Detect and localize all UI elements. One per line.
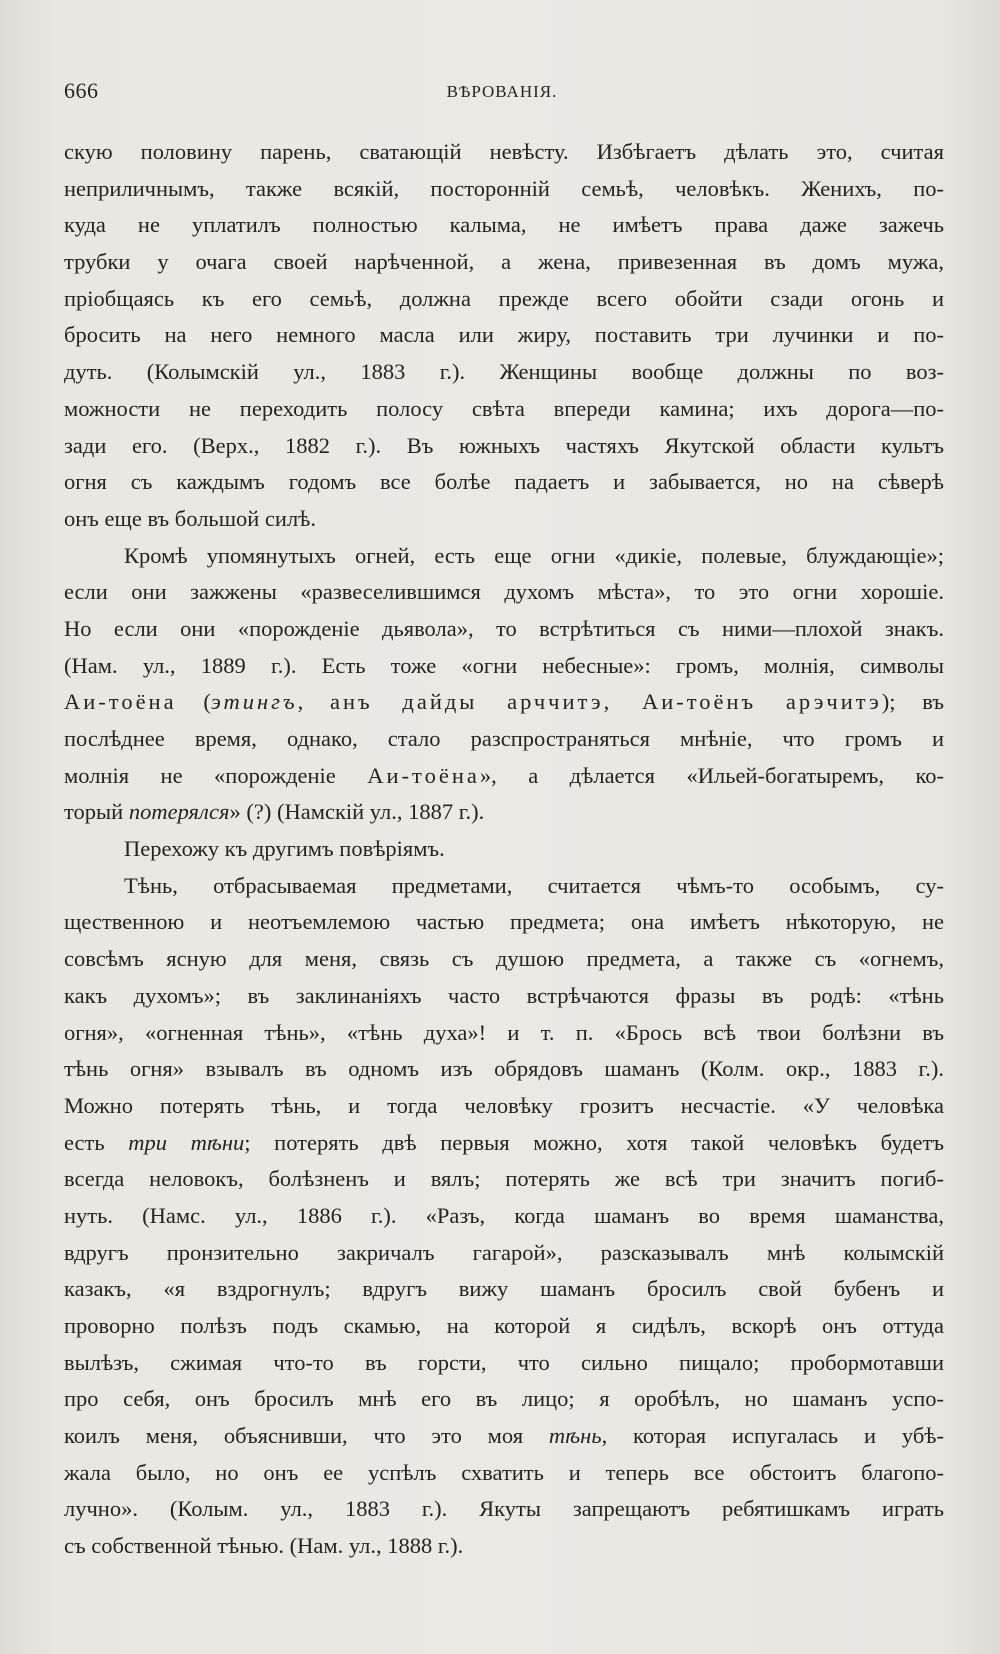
text-line: молнія не «порожденіе Аи-тоёна», а дѣлается «Ильей-богатыремъ, ко-: [64, 762, 944, 788]
text-line: скую половину парень, сватающій невѣсту. Избѣгаетъ дѣлать это, считая: [64, 139, 944, 164]
text-line: жала было, но онъ ее успѣлъ схватить и теперь все обстоитъ благопо-: [64, 1459, 944, 1485]
text-line: огня», «огненная тѣнь», «тѣнь духа»! и т. п. «Брось всѣ твои болѣзни въ: [64, 1019, 944, 1045]
running-head: ВѢРОВАНІЯ.: [446, 82, 558, 101]
text-line: щественною и неотъемлемою частью предмета; она имѣетъ нѣкоторую, не: [64, 909, 944, 935]
text-line: про себя, онъ бросилъ мнѣ его въ лицо; я оробѣлъ, но шаманъ успо-: [64, 1386, 944, 1412]
text-line: казакъ, «я вздрогнулъ; вдругъ вижу шаманъ бросилъ свой бубенъ и: [64, 1276, 944, 1302]
text-line: зади его. (Верх., 1882 г.). Въ южныхъ частяхъ Якутской области культъ: [64, 432, 944, 458]
text-line: коилъ меня, объяснивши, что это моя тѣнь, которая испугалась и убѣ-: [64, 1423, 944, 1449]
body-text: [64, 134, 944, 1565]
text-line: бросить на него немного масла или жиру, поставить три лучинки и по-: [64, 322, 944, 348]
text-line: есть три тѣни; потерять двѣ первыя можно, хотя такой человѣкъ будетъ: [64, 1129, 944, 1155]
text-line: тѣнь огня» взывалъ въ одномъ изъ обрядовъ шаманъ (Колм. окр., 1883 г.).: [64, 1056, 944, 1082]
text-line: какъ духомъ»; въ заклинаніяхъ часто встрѣчаются фразы въ родѣ: «тѣнь: [64, 982, 944, 1008]
text-line: Тѣнь, отбрасываемая предметами, считается чѣмъ-то особымъ, су-: [124, 872, 944, 898]
text-line: если они зажжены «развеселившимся духомъ мѣста», то это огни хорошіе.: [64, 579, 944, 605]
page-header: [64, 78, 940, 108]
text-line: огня съ каждымъ годомъ все болѣе падаетъ и забывается, но на сѣверѣ: [64, 469, 944, 495]
text-line: (Нам. ул., 1889 г.). Есть тоже «огни небесные»: громъ, молнія, символы: [64, 652, 944, 678]
text-line: совсѣмъ ясную для меня, связь съ душою предмета, а также съ «огнемъ,: [64, 946, 944, 972]
text-line: пріобщаясь къ его семьѣ, должна прежде всего обойти сзади огонь и: [64, 285, 944, 311]
text-line: дуть. (Колымскій ул., 1883 г.). Женщины вообще должны по воз-: [64, 359, 944, 385]
text-line: трубки у очага своей нарѣченной, а жена, привезенная въ домъ мужа,: [64, 249, 944, 275]
text-line: вдругъ пронзительно закричалъ гагарой», разсказывалъ мнѣ колымскій: [64, 1239, 944, 1265]
text-line: съ собственной тѣнью. (Нам. ул., 1888 г.).: [64, 1533, 464, 1559]
page-number: 666: [64, 78, 99, 103]
text-line: послѣднее время, однако, стало разспространяться мнѣніе, что громъ и: [64, 726, 944, 751]
text-line: неприличнымъ, также всякій, посторонній семьѣ, человѣкъ. Женихъ, по-: [64, 175, 944, 201]
text-line: куда не уплатилъ полностью калыма, не имѣетъ права даже зажечь: [64, 212, 944, 238]
text-line: онъ еще въ большой силѣ.: [64, 505, 317, 531]
text-line: проворно полѣзъ подъ скамью, на которой я сидѣлъ, вскорѣ онъ оттуда: [64, 1313, 944, 1338]
text-line: вылѣзъ, сжимая что-то въ горсти, что сильно пищало; пробормотавши: [64, 1349, 944, 1375]
text-line: Кромѣ упомянутыхъ огней, есть еще огни «дикіе, полевые, блуждающіе»;: [124, 542, 944, 568]
text-line: можности не переходить полосу свѣта впереди камина; ихъ дорога—по-: [64, 395, 944, 421]
text-line: всегда неловокъ, болѣзненъ и вялъ; потерять же всѣ три значитъ погиб-: [64, 1166, 944, 1192]
text-line: Перехожу къ другимъ повѣріямъ.: [124, 836, 445, 862]
text-line: Аи-тоёна (этингъ, анъ дайды арччитэ, Аи-тоёнъ арэчитэ); въ: [64, 689, 944, 715]
text-line: нуть. (Намс. ул., 1886 г.). «Разъ, когда шаманъ во время шаманства,: [64, 1202, 944, 1228]
text-line: торый потерялся» (?) (Намскій ул., 1887 г.).: [64, 799, 485, 825]
text-line: Можно потерять тѣнь, и тогда человѣку грозитъ несчастіе. «У человѣка: [64, 1092, 944, 1118]
text-line: лучно». (Колым. ул., 1883 г.). Якуты запрещаютъ ребятишкамъ играть: [64, 1496, 944, 1522]
text-line: Но если они «порожденіе дьявола», то встрѣтиться съ ними—плохой знакъ.: [64, 615, 944, 641]
